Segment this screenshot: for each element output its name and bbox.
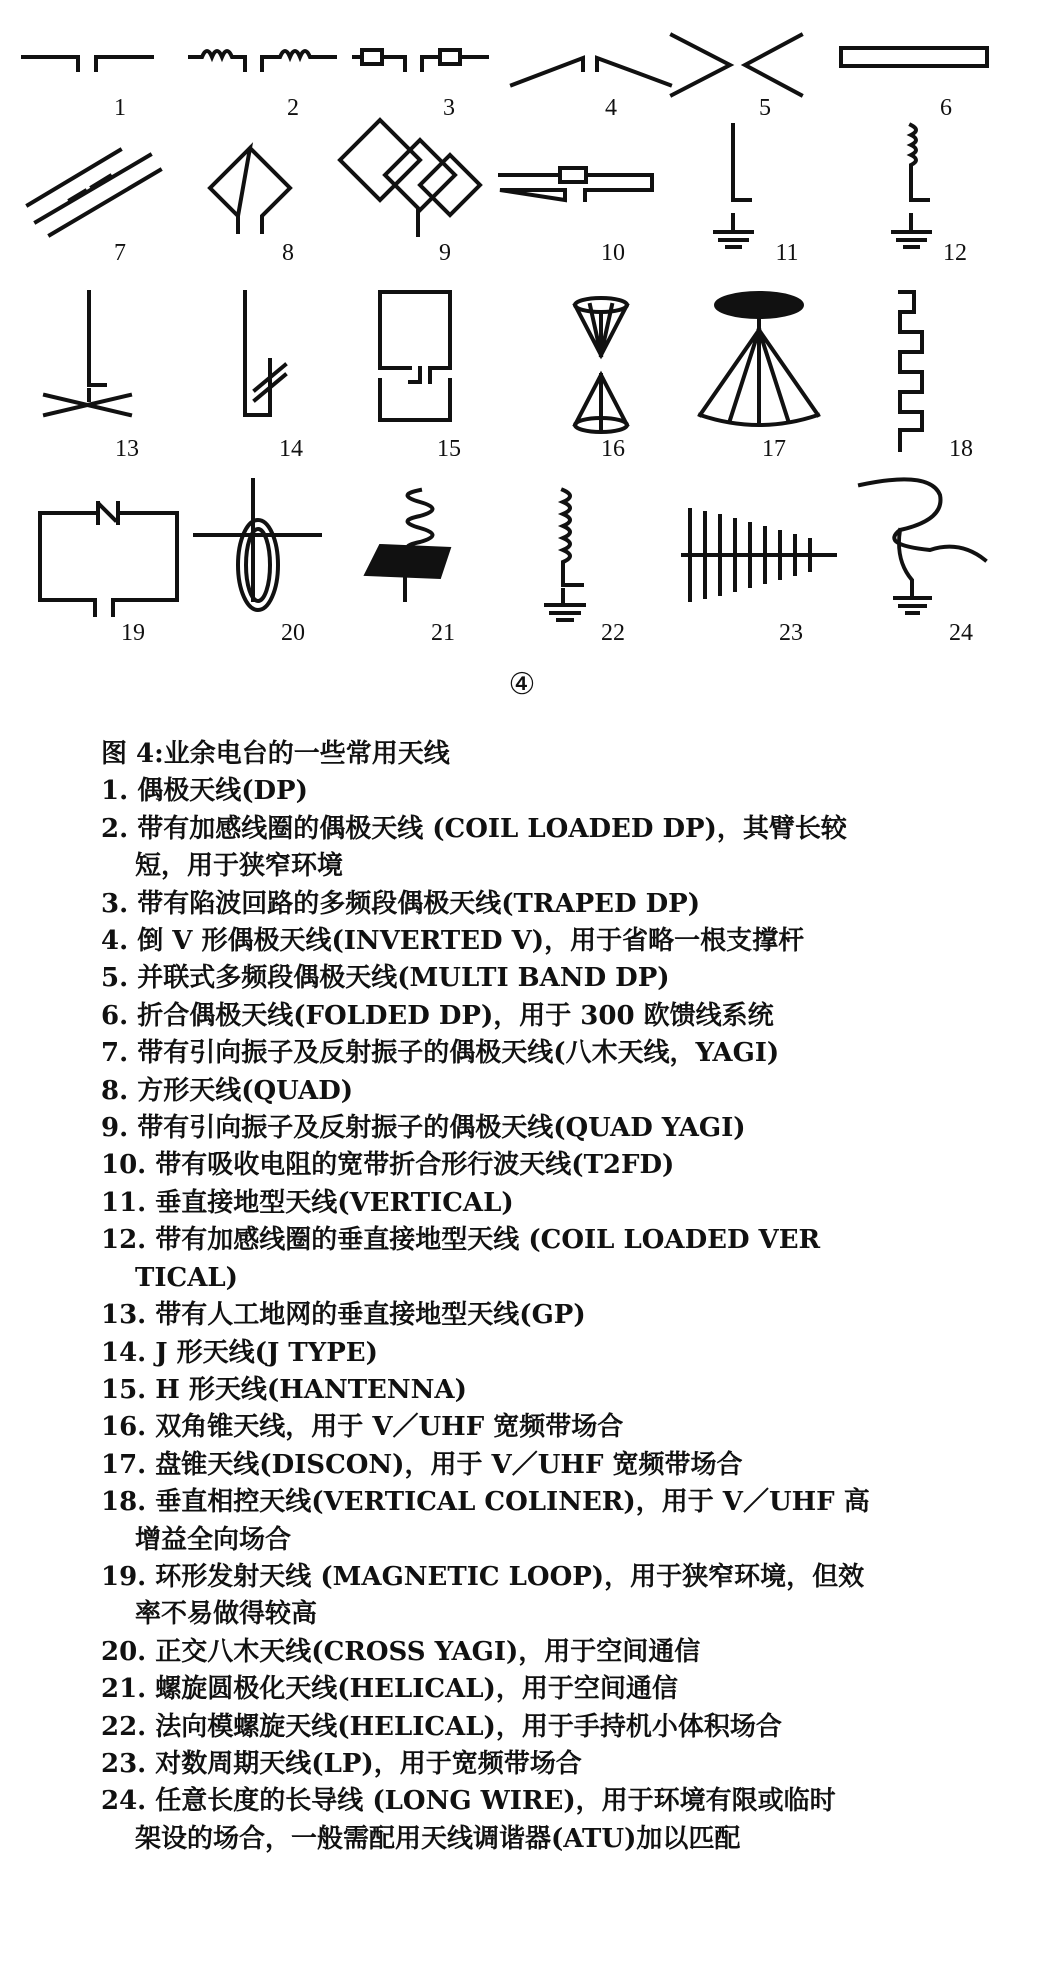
caption-item: 14. J 形天线(J TYPE) xyxy=(101,1337,378,1368)
caption-item: 17. 盘锥天线(DISCON)，用于 V／UHF 宽频带场合 xyxy=(101,1449,743,1480)
caption-item: 3. 带有陷波回路的多频段偶极天线(TRAPED DP) xyxy=(101,888,700,919)
caption-item-continuation: 架设的场合，一般需配用天线调谐器(ATU)加以匹配 xyxy=(135,1823,741,1854)
yagi-icon xyxy=(28,150,160,235)
caption-item: 4. 倒 V 形偶极天线(INVERTED V)，用于省略一根支撑杆 xyxy=(101,926,805,957)
quad-yagi-icon xyxy=(340,120,480,235)
caption-item: 18. 垂直相控天线(VERTICAL COLINER)，用于 V／UHF 高 xyxy=(101,1487,870,1518)
caption-item-continuation: 率不易做得较高 xyxy=(135,1599,318,1630)
ground-plane-icon xyxy=(45,292,130,415)
figure-label: 21 xyxy=(431,620,455,646)
caption-item: 8. 方形天线(QUAD) xyxy=(101,1075,354,1106)
figure-label: 7 xyxy=(114,240,126,266)
long-wire-icon xyxy=(860,479,985,613)
caption-item: 16. 双角锥天线，用于 V／UHF 宽频带场合 xyxy=(101,1412,624,1443)
figure-label: 12 xyxy=(943,240,967,266)
caption-item-continuation: 短，用于狭窄环境 xyxy=(135,851,344,882)
vertical-antenna-icon xyxy=(715,125,752,247)
caption-item: 11. 垂直接地型天线(VERTICAL) xyxy=(101,1187,514,1218)
caption-item: 22. 法向模螺旋天线(HELICAL)，用于手持机小体积场合 xyxy=(101,1711,782,1742)
trap-dipole-icon xyxy=(354,50,487,70)
caption-item: 10. 带有吸收电阻的宽带折合形行波天线(T2FD) xyxy=(101,1150,675,1181)
antenna-figure xyxy=(0,0,1050,710)
h-antenna-icon xyxy=(380,292,450,420)
figure-label: 16 xyxy=(601,436,625,462)
caption-item: 7. 带有引向振子及反射振子的偶极天线(八木天线，YAGI) xyxy=(101,1038,780,1069)
figure-label: 2 xyxy=(287,95,299,121)
caption-item: 2. 带有加感线圈的偶极天线 (COIL LOADED DP)，其臂长较 xyxy=(101,813,847,844)
normal-mode-helix-icon xyxy=(546,490,584,620)
figure-marker: ④ xyxy=(508,668,536,701)
figure-label: 8 xyxy=(282,240,294,266)
caption-item-list xyxy=(101,773,1021,1858)
caption-title: 图 4:业余电台的一些常用天线 xyxy=(101,739,450,769)
caption-item: 13. 带有人工地网的垂直接地型天线(GP) xyxy=(101,1300,586,1331)
coil-loaded-vertical-icon xyxy=(893,125,930,247)
figure-label: 1 xyxy=(114,95,126,121)
caption-item: 1. 偶极天线(DP) xyxy=(101,776,308,807)
coil-loaded-dipole-icon xyxy=(190,51,335,70)
figure-label: 19 xyxy=(121,620,145,646)
figure-label: 5 xyxy=(759,95,771,121)
biconical-antenna-icon xyxy=(575,298,627,432)
figure-label: 9 xyxy=(439,240,451,266)
caption-item: 6. 折合偶极天线(FOLDED DP)，用于 300 欧馈线系统 xyxy=(101,1000,774,1031)
figure-caption xyxy=(101,736,1021,1858)
caption-item: 23. 对数周期天线(LP)，用于宽频带场合 xyxy=(101,1748,582,1779)
figure-label: 17 xyxy=(762,436,786,462)
figure-label: 6 xyxy=(940,95,952,121)
figure-label: 15 xyxy=(437,436,461,462)
caption-item-continuation: TICAL) xyxy=(135,1262,238,1293)
inverted-v-icon xyxy=(512,58,670,85)
caption-item: 20. 正交八木天线(CROSS YAGI)，用于空间通信 xyxy=(101,1636,701,1667)
caption-item: 19. 环形发射天线 (MAGNETIC LOOP)，用于狭窄环境，但效 xyxy=(101,1561,865,1592)
figure-label: 20 xyxy=(281,620,305,646)
dipole-antenna-icon xyxy=(23,57,152,70)
multi-band-dipole-icon xyxy=(672,35,801,95)
magnetic-loop-icon xyxy=(40,503,177,615)
figure-label: 23 xyxy=(779,620,803,646)
helical-antenna-icon xyxy=(365,490,450,600)
cross-yagi-icon xyxy=(195,480,320,610)
t2fd-icon xyxy=(500,168,652,200)
folded-dipole-icon xyxy=(841,48,987,66)
figure-label: 13 xyxy=(115,436,139,462)
figure-label: 10 xyxy=(601,240,625,266)
vertical-colinear-icon xyxy=(900,292,922,450)
figure-label: 18 xyxy=(949,436,973,462)
figure-label: 11 xyxy=(775,240,799,266)
j-antenna-icon xyxy=(245,292,285,415)
caption-item: 9. 带有引向振子及反射振子的偶极天线(QUAD YAGI) xyxy=(101,1113,746,1144)
caption-item: 21. 螺旋圆极化天线(HELICAL)，用于空间通信 xyxy=(101,1674,678,1705)
caption-item: 5. 并联式多频段偶极天线(MULTI BAND DP) xyxy=(101,963,670,994)
log-periodic-icon xyxy=(683,510,835,600)
figure-label: 3 xyxy=(443,95,455,121)
figure-label: 4 xyxy=(605,95,617,121)
quad-icon xyxy=(210,148,290,232)
caption-item-continuation: 增益全向场合 xyxy=(135,1524,292,1555)
figure-label: 22 xyxy=(601,620,625,646)
caption-item: 15. H 形天线(HANTENNA) xyxy=(101,1374,467,1405)
discone-antenna-icon xyxy=(700,292,818,425)
caption-item: 12. 带有加感线圈的垂直接地型天线 (COIL LOADED VER xyxy=(101,1225,821,1256)
caption-item: 24. 任意长度的长导线 (LONG WIRE)，用于环境有限或临时 xyxy=(101,1786,836,1817)
figure-label: 24 xyxy=(949,620,973,646)
figure-label: 14 xyxy=(279,436,303,462)
